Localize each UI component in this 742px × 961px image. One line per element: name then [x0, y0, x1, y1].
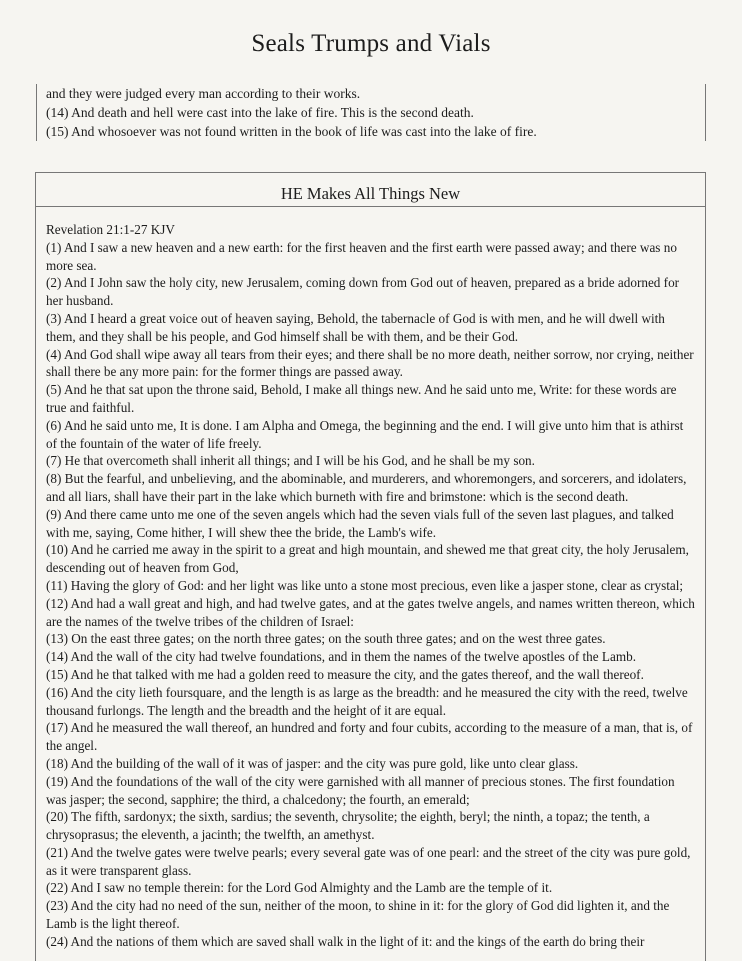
verse: (15) And he that talked with me had a golden reed to measure the city, and the gates thereof, and the wall thereof. — [46, 666, 644, 682]
continued-text-block — [36, 84, 706, 141]
verse: (1) And I saw a new heaven and a new earth: for the first heaven and the first earth were passed away; and there was no more sea. — [46, 239, 677, 273]
verse: (6) And he said unto me, It is done. I am Alpha and Omega, the beginning and the end. I will give unto him that is athirst of the fountain of the water of life freely. — [46, 417, 684, 451]
verse: (11) Having the glory of God: and her light was like unto a stone most precious, even like a jasper stone, clear as crystal; — [46, 577, 684, 593]
verse: (21) And the twelve gates were twelve pearls; every several gate was of one pearl: and the street of the city was pure gold, as it were transparent glass. — [46, 844, 691, 878]
verse: (22) And I saw no temple therein: for the Lord God Almighty and the Lamb are the temple of it. — [46, 880, 553, 896]
text-line: (15) And whosoever was not found written in the book of life was cast into the lake of fire. — [46, 124, 537, 139]
page-title: Seals Trumps and Vials — [251, 30, 491, 57]
verse: (5) And he that sat upon the throne said, Behold, I make all things new. And he said unto me, Write: for these words are true and faithful. — [46, 382, 677, 415]
verse: (10) And he carried me away in the spirit to a great and high mountain, and shewed me that great city, the holy Jerusalem, descending out of heaven from God, — [46, 542, 689, 576]
scripture-text — [36, 207, 705, 951]
verse: (16) And the city lieth foursquare, and the length is as large as the breadth: and he measured the city with the reed, twelve thousand furlongs. The length and the breadth and the height of it are equal. — [46, 684, 688, 718]
verse: (14) And the wall of the city had twelve foundations, and in them the names of the twelve apostles of the Lamb. — [46, 649, 636, 665]
text-line: and they were judged every man according to their works. — [46, 86, 361, 101]
section-box — [35, 172, 706, 961]
verse: (24) And the nations of them which are saved shall walk in the light of it: and the kings of the earth do bring their — [46, 933, 645, 949]
verse: (20) The fifth, sardonyx; the sixth, sardius; the seventh, chrysolite; the eighth, beryl; the ninth, a topaz; the tenth, a chrysoprasus; the eleventh, a jacinth; the twelfth, an amethyst. — [46, 809, 650, 843]
verse: (9) And there came unto me one of the seven angels which had the seven vials full of the seven last plagues, and talked with me, saying, Come hither, I will shew thee the bride, the Lamb's wife. — [46, 506, 674, 540]
section-heading: HE Makes All Things New — [36, 173, 705, 207]
verse: (2) And I John saw the holy city, new Jerusalem, coming down from God out of heaven, prepared as a bride adorned for her husband. — [46, 275, 680, 309]
verse: (19) And the foundations of the wall of the city were garnished with all manner of precious stones. The first foundation was jasper; the second, sapphire; the third, a chalcedony; the fourth, an emerald; — [46, 773, 675, 807]
verse: (23) And the city had no need of the sun, neither of the moon, to shine in it: for the glory of God did lighten it, and the Lamb is the light thereof. — [46, 898, 670, 932]
verse: (12) And had a wall great and high, and had twelve gates, and at the gates twelve angels, and names written thereon, which are the names of the twelve tribes of the children of Israel: — [46, 595, 695, 629]
verse: (17) And he measured the wall thereof, an hundred and forty and four cubits, according to the measure of a man, that is, of the angel. — [46, 720, 693, 754]
verse: (7) He that overcometh shall inherit all things; and I will be his God, and he shall be my son. — [46, 453, 535, 469]
verse: (8) But the fearful, and unbelieving, and the abominable, and murderers, and whoremongers, and sorcerers, and idolaters, and all liars, shall have their part in the lake which burneth with fire and brimstone: which is the second death. — [46, 471, 687, 504]
scripture-reference: Revelation 21:1-27 KJV — [46, 222, 175, 237]
verse: (13) On the east three gates; on the north three gates; on the south three gates; and on the west three gates. — [46, 631, 606, 647]
verse: (4) And God shall wipe away all tears from their eyes; and there shall be no more death, neither sorrow, nor crying, neither shall there be any more pain: for the former things are passed away. — [46, 346, 694, 380]
verse-list — [46, 239, 695, 951]
text-line: (14) And death and hell were cast into the lake of fire. This is the second death. — [46, 105, 474, 120]
verse: (18) And the building of the wall of it was of jasper: and the city was pure gold, like unto clear glass. — [46, 755, 579, 771]
verse: (3) And I heard a great voice out of heaven saying, Behold, the tabernacle of God is with men, and he will dwell with them, and they shall be his people, and God himself shall be with them, and be their God. — [46, 310, 665, 344]
